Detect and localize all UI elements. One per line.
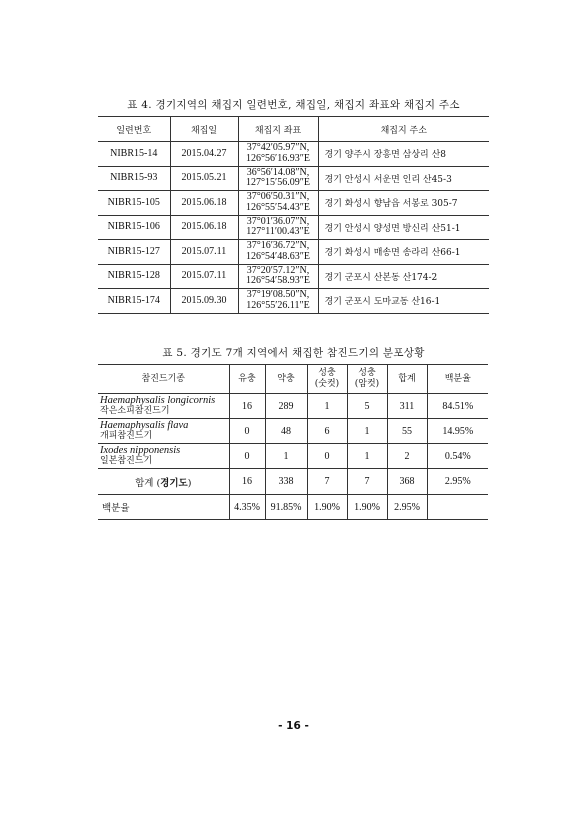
header-percent: 백분율 (427, 365, 488, 394)
page-number: - 16 - (278, 720, 309, 732)
larva-cell: 4.35% (229, 495, 265, 520)
coord-cell (238, 166, 318, 191)
male-cell: 1 (307, 394, 347, 419)
larva-cell: 0 (229, 444, 265, 469)
address-cell: 경기 군포시 도마교동 산16-1 (318, 289, 489, 314)
percent-cell (427, 495, 488, 520)
percent-cell: 84.51% (427, 394, 488, 419)
species-cell (98, 444, 229, 469)
table-row (98, 419, 488, 444)
date-cell: 2015.06.18 (170, 191, 238, 216)
header-adult-female (347, 365, 387, 394)
coord-cell (238, 240, 318, 265)
table-header-row (98, 117, 489, 142)
latitude: 37°20′57.12″N, (246, 264, 310, 276)
header-adult-male (307, 365, 347, 394)
serial-cell: NIBR15-127 (98, 240, 170, 265)
female-cell: 5 (347, 394, 387, 419)
larva-cell: 0 (229, 419, 265, 444)
larva-cell: 16 (229, 469, 265, 495)
species-cell (98, 419, 229, 444)
header-date: 채집일 (170, 117, 238, 142)
table-row (98, 444, 488, 469)
header-serial: 일련번호 (98, 117, 170, 142)
total-cell: 2 (387, 444, 427, 469)
header-adult-female-line1: 성충 (358, 368, 376, 378)
coord-cell (238, 215, 318, 240)
sum-label-pre: 합계 ( (135, 477, 161, 489)
nymph-cell: 338 (265, 469, 307, 495)
table-row (98, 394, 488, 419)
header-species: 참진드기종 (98, 365, 229, 394)
table5-caption: 표 5. 경기도 7개 지역에서 채집한 참진드기의 분포상황 (162, 347, 425, 359)
korean-name: 작은소피참진드기 (100, 406, 170, 416)
male-cell: 6 (307, 419, 347, 444)
scientific-name: Haemaphysalis longicornis (100, 395, 216, 406)
sum-row (98, 469, 488, 495)
percent-cell: 0.54% (427, 444, 488, 469)
header-larva: 유충 (229, 365, 265, 394)
date-cell: 2015.07.11 (170, 264, 238, 289)
table-row (98, 240, 489, 265)
collection-sites-table (98, 116, 489, 314)
nymph-cell: 48 (265, 419, 307, 444)
percent-cell: 2.95% (427, 469, 488, 495)
male-cell: 0 (307, 444, 347, 469)
table-row (98, 264, 489, 289)
date-cell: 2015.04.27 (170, 142, 238, 167)
female-cell: 1 (347, 419, 387, 444)
serial-cell: NIBR15-106 (98, 215, 170, 240)
percent-cell: 14.95% (427, 419, 488, 444)
sum-label-region: 경기도 (160, 477, 188, 489)
female-cell: 7 (347, 469, 387, 495)
percent-label-cell: 백분율 (98, 495, 229, 520)
latitude: 37°19′08.50″N, (246, 289, 310, 301)
table4-caption: 표 4. 경기지역의 채집지 일련번호, 채집일, 채집지 좌표와 채집지 주소 (127, 99, 460, 111)
address-cell: 경기 양주시 장흥면 삼상리 산8 (318, 142, 489, 167)
table-header-row (98, 365, 488, 394)
coord-cell (238, 264, 318, 289)
nymph-cell: 91.85% (265, 495, 307, 520)
header-coordinates: 채집지 좌표 (238, 117, 318, 142)
latitude: 37°01′36.07″N, (246, 215, 310, 227)
table-row (98, 191, 489, 216)
serial-cell: NIBR15-14 (98, 142, 170, 167)
coord-cell (238, 142, 318, 167)
longitude: 127°11′00.43″E (246, 226, 310, 238)
header-nymph: 약충 (265, 365, 307, 394)
longitude: 126°56′16.93″E (246, 152, 310, 164)
scientific-name: Haemaphysalis flava (100, 420, 189, 431)
longitude: 126°55′54.43″E (246, 201, 310, 213)
address-cell: 경기 군포시 산본동 산174-2 (318, 264, 489, 289)
total-cell: 55 (387, 419, 427, 444)
longitude: 127°15′56.09″E (246, 177, 310, 189)
date-cell: 2015.05.21 (170, 166, 238, 191)
table-row (98, 142, 489, 167)
female-cell: 1.90% (347, 495, 387, 520)
date-cell: 2015.09.30 (170, 289, 238, 314)
nymph-cell: 289 (265, 394, 307, 419)
female-cell: 1 (347, 444, 387, 469)
sum-label-post: ) (187, 477, 192, 489)
latitude: 37°16′36.72″N, (246, 240, 310, 252)
header-adult-male-line1: 성충 (318, 368, 336, 378)
longitude: 126°54′58.93″E (246, 275, 310, 287)
address-cell: 경기 안성시 양성면 방신리 산51-1 (318, 215, 489, 240)
latitude: 37°06′50.31″N, (246, 191, 310, 203)
serial-cell: NIBR15-105 (98, 191, 170, 216)
latitude: 37°42′05.97″N, (246, 142, 310, 154)
coord-cell (238, 191, 318, 216)
latitude: 36°56′14.08″N, (246, 166, 310, 178)
header-address: 채집지 주소 (318, 117, 489, 142)
table-row (98, 289, 489, 314)
korean-name: 일본참진드기 (100, 456, 153, 466)
total-cell: 311 (387, 394, 427, 419)
longitude: 126°55′26.11″E (246, 299, 310, 311)
percent-row (98, 495, 488, 520)
larva-cell: 16 (229, 394, 265, 419)
address-cell: 경기 안성시 서운면 인리 산45-3 (318, 166, 489, 191)
date-cell: 2015.07.11 (170, 240, 238, 265)
species-cell (98, 394, 229, 419)
korean-name: 개피참진드기 (100, 431, 153, 441)
total-cell: 2.95% (387, 495, 427, 520)
sum-label-cell (98, 469, 229, 495)
address-cell: 경기 화성시 매송면 송라리 산66-1 (318, 240, 489, 265)
total-cell: 368 (387, 469, 427, 495)
date-cell: 2015.06.18 (170, 215, 238, 240)
nymph-cell: 1 (265, 444, 307, 469)
tick-distribution-table (98, 364, 488, 520)
male-cell: 1.90% (307, 495, 347, 520)
header-adult-female-line2: (암컷) (354, 379, 380, 389)
table-row (98, 215, 489, 240)
serial-cell: NIBR15-93 (98, 166, 170, 191)
longitude: 126°54′48.63″E (246, 250, 310, 262)
address-cell: 경기 화성시 향남읍 서봉로 305-7 (318, 191, 489, 216)
header-total: 합계 (387, 365, 427, 394)
table-row (98, 166, 489, 191)
serial-cell: NIBR15-128 (98, 264, 170, 289)
coord-cell (238, 289, 318, 314)
scientific-name: Ixodes nipponensis (100, 445, 181, 456)
header-adult-male-line2: (숫컷) (314, 379, 340, 389)
male-cell: 7 (307, 469, 347, 495)
serial-cell: NIBR15-174 (98, 289, 170, 314)
